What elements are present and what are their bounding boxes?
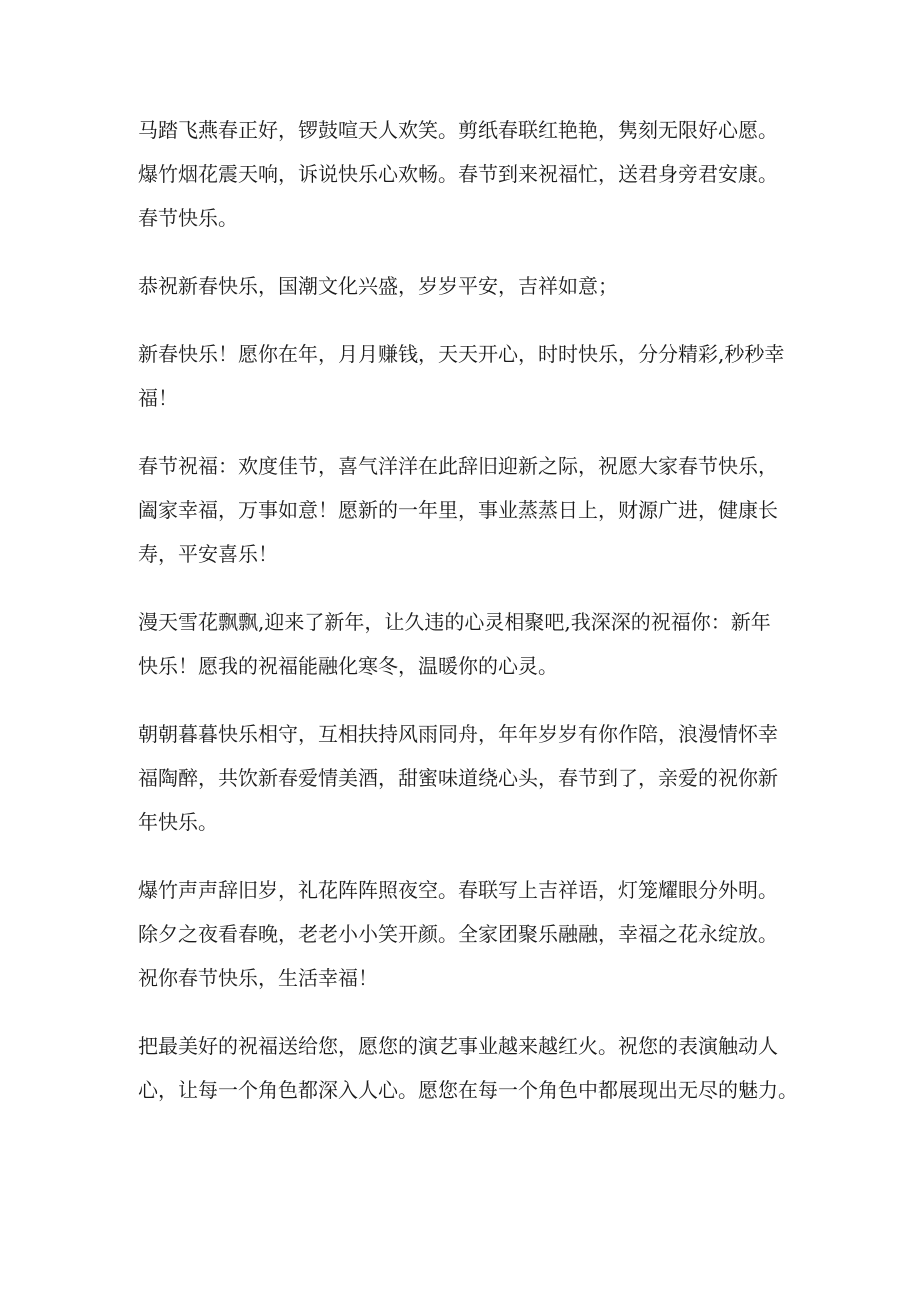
text-line: 阖家幸福，万事如意！愿新的一年里，事业蒸蒸日上，财源广进，健康长	[138, 498, 778, 522]
paragraph-4	[138, 444, 798, 576]
text-line: 朝朝暮暮快乐相守，互相扶持风雨同舟，年年岁岁有你作陪，浪漫情怀幸	[138, 722, 778, 746]
paragraph-1	[138, 108, 798, 240]
text-line: 春节祝福：欢度佳节，喜气洋洋在此辞旧迎新之际，祝愿大家春节快乐，	[138, 454, 778, 478]
document-body	[138, 108, 798, 1136]
text-line: 祝你春节快乐，生活幸福！	[138, 966, 378, 990]
text-line: 心，让每一个角色都深入人心。愿您在每一个角色中都展现出无尽的魅力。	[138, 1078, 798, 1102]
text-line: 福陶醉，共饮新春爱情美酒，甜蜜味道绕心头，春节到了，亲爱的祝你新	[138, 766, 778, 790]
text-line: 漫天雪花飘飘,迎来了新年，让久违的心灵相聚吧,我深深的祝福你：新年	[138, 610, 771, 634]
paragraph-7	[138, 868, 798, 1000]
text-line: 新春快乐！愿你在年，月月赚钱，天天开心，时时快乐，分分精彩,秒秒幸	[138, 342, 785, 366]
paragraph-6	[138, 712, 798, 844]
text-line: 除夕之夜看春晚，老老小小笑开颜。全家团聚乐融融，幸福之花永绽放。	[138, 922, 778, 946]
paragraph-8	[138, 1024, 798, 1112]
paragraph-5	[138, 600, 798, 688]
text-line: 把最美好的祝福送给您，愿您的演艺事业越来越红火。祝您的表演触动人	[138, 1034, 778, 1058]
text-line: 恭祝新春快乐，国潮文化兴盛，岁岁平安，吉祥如意；	[138, 274, 618, 298]
text-line: 年快乐。	[138, 810, 218, 834]
text-line: 快乐！愿我的祝福能融化寒冬，温暖你的心灵。	[138, 654, 558, 678]
paragraph-2	[138, 264, 798, 308]
text-line: 爆竹烟花震天响，诉说快乐心欢畅。春节到来祝福忙，送君身旁君安康。	[138, 162, 778, 186]
paragraph-3	[138, 332, 798, 420]
text-line: 寿，平安喜乐！	[138, 542, 278, 566]
text-line: 马踏飞燕春正好，锣鼓喧天人欢笑。剪纸春联红艳艳，隽刻无限好心愿。	[138, 118, 778, 142]
text-line: 福！	[138, 386, 178, 410]
text-line: 春节快乐。	[138, 206, 238, 230]
text-line: 爆竹声声辞旧岁，礼花阵阵照夜空。春联写上吉祥语，灯笼耀眼分外明。	[138, 878, 778, 902]
